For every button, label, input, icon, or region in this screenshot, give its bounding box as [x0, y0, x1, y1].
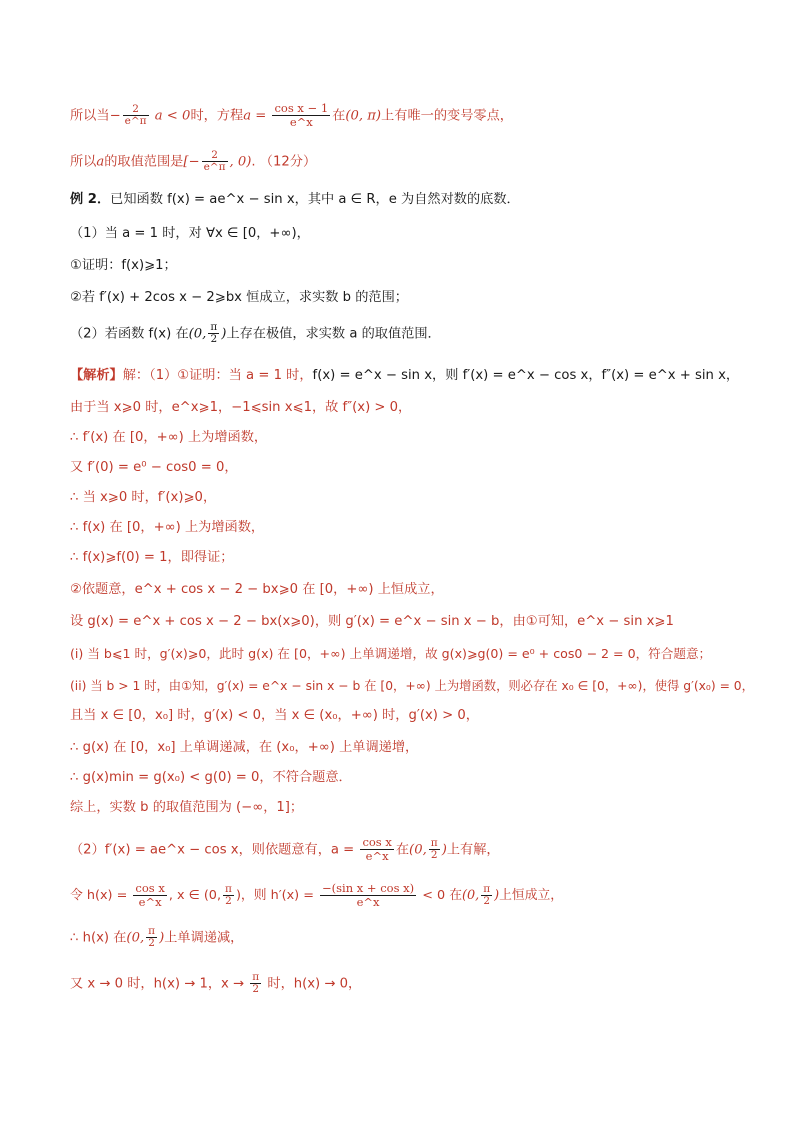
fraction: [320, 882, 416, 909]
solution-line-13: [70, 738, 754, 758]
question-1: [70, 224, 754, 244]
text: 在: [395, 842, 410, 858]
denominator: 2: [148, 937, 155, 949]
solution-line-8: [70, 580, 754, 600]
solution-line-18: [70, 926, 754, 949]
text: 时，方程: [190, 108, 244, 124]
solution-line-7: [70, 548, 754, 568]
numerator: π: [483, 883, 491, 895]
text: 已知函数 f(x) = ae^x − sin x，其中 a ∈ R，e 为自然对数的底数．: [110, 192, 520, 207]
fraction: [123, 104, 149, 127]
question-1-part-2: [70, 288, 754, 308]
math: , 0): [229, 154, 252, 170]
denominator: 2: [210, 333, 218, 345]
text: ∴ f(x) 在 [0，+∞) 上为增函数，: [70, 520, 265, 535]
math: a < 0: [150, 108, 191, 124]
fraction: [208, 322, 219, 345]
fraction: [481, 884, 492, 907]
solution-line-9: [70, 612, 754, 632]
denominator: e^x: [356, 895, 380, 909]
numerator: cos x: [362, 835, 392, 849]
text: 又 f′(0) = e⁰ − cos0 = 0，: [70, 460, 238, 475]
numerator: π: [210, 321, 218, 333]
math: ): [221, 326, 227, 342]
math: ): [159, 930, 165, 946]
denominator: 2: [430, 849, 438, 861]
fraction: [133, 882, 166, 909]
text: 解：（1）: [122, 368, 178, 383]
text: ①证明：f(x)⩾1；: [70, 258, 177, 273]
text: 综上，实数 b 的取值范围为 (−∞，1]；: [70, 800, 304, 815]
text: ②依题意，e^x + cos x − 2 − bx⩾0 在 [0，+∞) 上恒成立，: [70, 582, 444, 597]
denominator: e^x: [138, 895, 162, 909]
text: )，则 h′(x) =: [235, 888, 319, 903]
solution-line-5: [70, 488, 754, 508]
text: 时，h(x) → 0，: [263, 976, 362, 992]
text: 的取值范围是: [104, 154, 184, 170]
denominator: 2: [225, 895, 232, 907]
question-1-part-1: [70, 256, 754, 276]
numerator: cos x − 1: [274, 101, 329, 115]
text: （1）当 a = 1 时，对 ∀x ∈ [0，+∞)，: [70, 226, 310, 241]
math: ): [441, 842, 447, 858]
math: a: [96, 154, 105, 170]
math: (0,: [462, 888, 480, 903]
solution-line-12: [70, 706, 754, 726]
example-2-statement: [70, 190, 754, 210]
text: f(x) = e^x − sin x，则 f′(x) = e^x − cos x，f″(x) = e^x + sin x，: [312, 368, 740, 383]
denominator: 2: [483, 895, 490, 907]
fraction: [429, 838, 440, 861]
solution-line-6: [70, 518, 754, 538]
numerator: π: [252, 971, 260, 983]
math: −: [109, 108, 121, 124]
solution-line-15: [70, 798, 754, 818]
text: ∴ f′(x) 在 [0，+∞) 上为增函数，: [70, 430, 268, 445]
text: 在: [332, 108, 346, 124]
denominator: e^x: [289, 115, 313, 129]
line-range: [70, 150, 754, 173]
numerator: cos x: [135, 881, 165, 895]
solution-line-4: [70, 458, 754, 478]
text: 设 g(x) = e^x + cos x − 2 − bx(x⩾0)，则 g′(x) = e^x − sin x − b，由①可知，e^x − sin x⩾1: [70, 614, 674, 629]
text: ∴ g(x) 在 [0，x₀] 上单调递减，在 (x₀，+∞) 上单调递增，: [70, 740, 419, 755]
fraction: [250, 972, 261, 995]
solution-line-3: [70, 428, 754, 448]
denominator: 2: [252, 983, 260, 995]
solution-label: 【解析】: [70, 368, 123, 383]
text: （2）若函数 f(x) 在: [70, 326, 189, 342]
text: ∴ g(x)min = g(x₀) < g(0) = 0，不符合题意．: [70, 770, 352, 785]
solution-line-1: [70, 366, 754, 386]
text: 由于当 x⩾0 时，e^x⩾1，−1⩽sin x⩽1，故 f″(x) > 0，: [70, 400, 412, 415]
math: (0,: [188, 326, 207, 342]
fraction: [272, 102, 330, 129]
numerator: π: [225, 883, 232, 895]
math: (0, π): [345, 108, 382, 124]
text: . （12分）: [251, 154, 317, 170]
text: 又 x → 0 时，h(x) → 1，x →: [70, 976, 249, 992]
example-label: 例 2．: [70, 192, 111, 207]
solution-line-19: [70, 972, 754, 995]
text: （2）f′(x) = ae^x − cos x，则依题意有，a =: [70, 842, 359, 858]
text: ①证明：当 a = 1 时，: [177, 368, 313, 383]
denominator: e^π: [124, 115, 147, 127]
fraction: [146, 926, 157, 949]
text: ∴ h(x) 在: [70, 930, 127, 946]
text: 上单调递减，: [164, 930, 244, 946]
denominator: e^π: [203, 161, 226, 173]
numerator: −(sin x + cos x): [322, 881, 415, 895]
solution-line-16: [70, 836, 754, 863]
text: (i) 当 b⩽1 时，g′(x)⩾0，此时 g(x) 在 [0，+∞) 上单调递增，故 g(x)⩾g(0) = e⁰ + cos0 − 2 = 0，符合题意；: [70, 646, 712, 661]
math: ): [494, 888, 500, 903]
text: ②若 f′(x) + 2cos x − 2⩾bx 恒成立，求实数 b 的范围；: [70, 290, 408, 305]
text: 令 h(x) =: [70, 888, 132, 903]
math: (0,: [409, 842, 427, 858]
numerator: π: [148, 925, 156, 937]
math: a =: [243, 108, 271, 124]
solution-line-10: [70, 644, 754, 664]
fraction: [360, 836, 393, 863]
text: < 0 在: [418, 888, 462, 903]
math: (0,: [126, 930, 145, 946]
numerator: 2: [202, 150, 228, 162]
text: ∴ f(x)⩾f(0) = 1，即得证；: [70, 550, 234, 565]
text: 上存在极值，求实数 a 的取值范围．: [226, 326, 441, 342]
text: 上有唯一的变号零点，: [381, 108, 513, 124]
text: , x ∈ (0,: [168, 888, 222, 903]
text: ∴ 当 x⩾0 时，f′(x)⩾0，: [70, 490, 217, 505]
text: 且当 x ∈ [0，x₀] 时，g′(x) < 0，当 x ∈ (x₀，+∞) 时，g′(x) > 0，: [70, 708, 479, 723]
text: 上有解，: [446, 842, 500, 858]
text: 所以: [70, 154, 97, 170]
fraction: [202, 150, 228, 173]
fraction: [223, 884, 234, 907]
numerator: π: [430, 837, 438, 849]
text: 所以当: [70, 108, 110, 124]
numerator: 2: [123, 104, 149, 116]
solution-line-17: [70, 882, 754, 909]
text: (ii) 当 b > 1 时，由①知，g′(x) = e^x − sin x − b 在 [0，+∞) 上为增函数，则必存在 x₀ ∈ [0，+∞)，使得 g′(x₀) = 0，: [70, 679, 754, 693]
solution-line-11: [70, 676, 754, 696]
solution-line-14: [70, 768, 754, 788]
solution-line-2: [70, 398, 754, 418]
denominator: e^x: [365, 849, 389, 863]
question-2: [70, 322, 754, 345]
text: 上恒成立，: [499, 888, 564, 903]
math: [−: [183, 154, 200, 170]
line-condition: [70, 102, 754, 129]
